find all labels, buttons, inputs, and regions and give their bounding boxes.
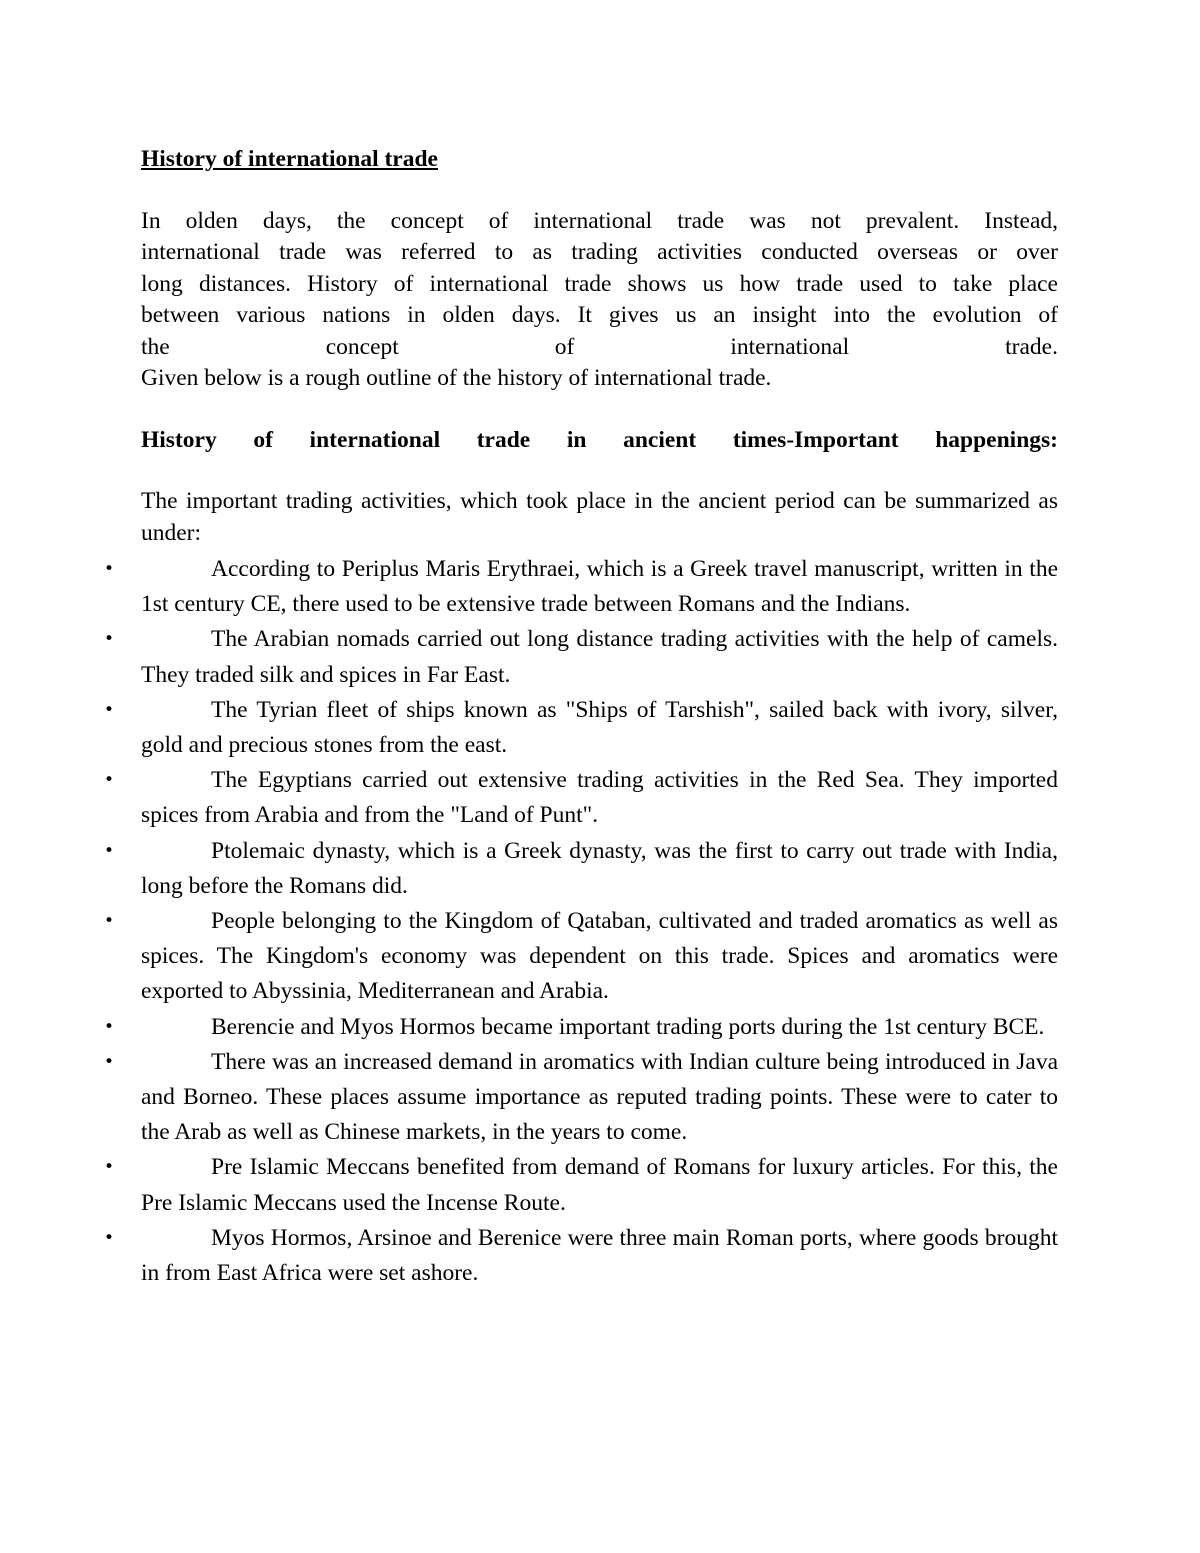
list-item-text: The Arabian nomads carried out long distance trading activities with the help of camels. They traded silk and spices in Far East. — [141, 626, 1058, 688]
list-item — [103, 763, 1058, 833]
list-item — [103, 622, 1058, 692]
section-intro: The important trading activities, which took place in the ancient period can be summarized as under: — [141, 488, 1058, 546]
document-body — [103, 144, 1058, 1291]
list-item-text: Myos Hormos, Arsinoe and Berenice were three main Roman ports, where goods brought in from East Africa were set ashore. — [141, 1224, 1058, 1287]
list-item — [103, 1221, 1058, 1291]
list-item — [103, 1150, 1058, 1220]
bullet-icon: • — [103, 1051, 115, 1072]
bullet-icon: • — [103, 1227, 115, 1248]
document-title: History of international trade — [141, 146, 438, 172]
list-item-text: Pre Islamic Meccans benefited from demand of Romans for luxury articles. For this, the Pre Islamic Meccans used the Incense Route. — [141, 1154, 1058, 1216]
list-item — [103, 834, 1058, 904]
bullet-icon: • — [103, 911, 115, 932]
intro-line: international trade was referred to as trading activities conducted overseas or over — [141, 239, 1058, 265]
list-item-text: Berencie and Myos Hormos became important trading ports during the 1st century BCE. — [211, 1013, 1045, 1040]
list-item — [103, 1010, 1058, 1045]
intro-line: between various nations in olden days. It gives us an insight into the evolution of — [141, 302, 1058, 328]
intro-line: Given below is a rough outline of the history of international trade. — [141, 365, 772, 391]
list-item — [103, 904, 1058, 1010]
list-item-text: There was an increased demand in aromatics with Indian culture being introduced in Java and Borneo. These places assume importance as reputed trading points. These were to cater to the Arab as well as Chinese markets, in the years to come. — [141, 1048, 1058, 1146]
section-heading: History of international trade in ancient times-Important happenings: — [141, 426, 1058, 453]
intro-paragraph — [141, 206, 1058, 395]
list-item — [103, 552, 1058, 622]
bullet-icon: • — [103, 1016, 115, 1037]
list-item-text: The Egyptians carried out extensive trading activities in the Red Sea. They imported spices from Arabia and from the "Land of Punt". — [141, 767, 1058, 829]
intro-line: In olden days, the concept of international trade was not prevalent. Instead, — [141, 207, 1058, 234]
list-item-text: According to Periplus Maris Erythraei, which is a Greek travel manuscript, written in the 1st century CE, there used to be extensive trade between Romans and the Indians. — [141, 556, 1058, 618]
bullet-icon: • — [103, 840, 115, 861]
bullet-icon: • — [103, 1157, 115, 1178]
list-item-text: The Tyrian fleet of ships known as "Ships of Tarshish", sailed back with ivory, silver, gold and precious stones from the east. — [141, 696, 1058, 759]
bullet-icon: • — [103, 629, 115, 650]
bullet-list — [103, 552, 1058, 1291]
bullet-icon: • — [103, 770, 115, 791]
bullet-icon: • — [103, 559, 115, 579]
list-item-text: Ptolemaic dynasty, which is a Greek dynasty, was the first to carry out trade with India, long before the Romans did. — [141, 837, 1058, 899]
intro-line: the concept of international trade. — [141, 333, 1058, 360]
list-item-text: People belonging to the Kingdom of Qataban, cultivated and traded aromatics as well as spices. The Kingdom's economy was dependent on this trade. Spices and aromatics were exported to Abyssinia, Mediterranean and Arabia. — [141, 908, 1058, 1005]
intro-line: long distances. History of international trade shows us how trade used to take place — [141, 270, 1058, 297]
list-item — [103, 693, 1058, 763]
list-item — [103, 1045, 1058, 1151]
bullet-icon: • — [103, 699, 115, 720]
